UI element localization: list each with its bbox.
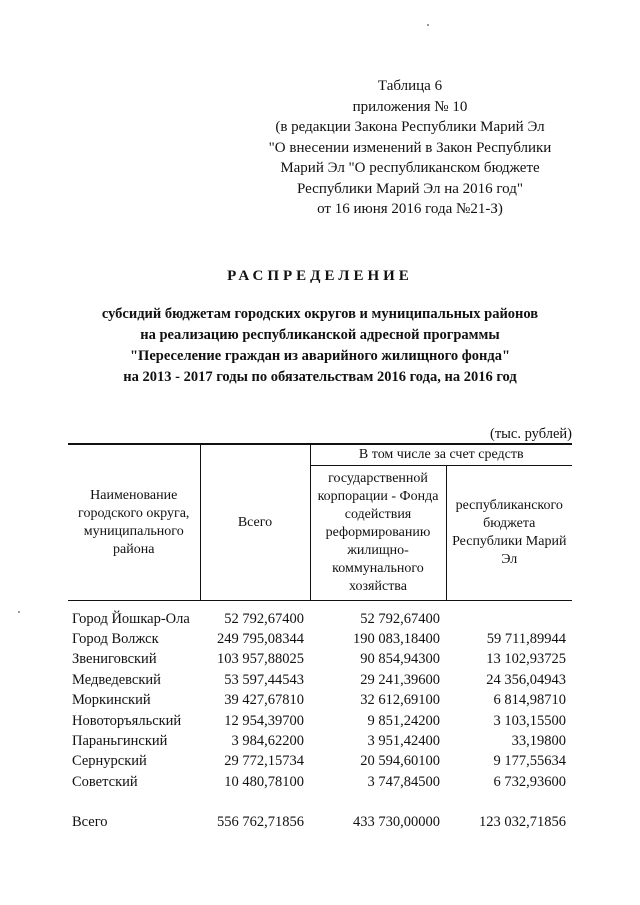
row-total: 39 427,67810 <box>224 692 304 709</box>
district-name: Город Йошкар-Ола <box>72 610 190 627</box>
column-header-republic: республиканского бюджета Республики Марий Эл <box>446 466 572 601</box>
row-republic: 3 103,15500 <box>493 712 566 729</box>
row-total: 103 957,88025 <box>217 651 304 668</box>
units-label: (тыс. рублей) <box>490 426 572 442</box>
total-row-table <box>68 812 572 832</box>
row-fund: 29 241,39600 <box>360 671 440 688</box>
row-fund: 90 854,94300 <box>360 651 440 668</box>
row-fund: 3 747,84500 <box>367 773 440 790</box>
table-header <box>68 443 572 601</box>
district-name: Новоторъяльский <box>72 712 182 729</box>
row-fund: 3 951,42400 <box>367 733 440 750</box>
column-header-group: В том числе за счет средств <box>310 444 572 466</box>
header-line: Марий Эл "О республиканском бюджете <box>280 160 540 176</box>
row-total: 10 480,78100 <box>224 773 304 790</box>
district-name: Сернурский <box>72 753 147 770</box>
subtitle-line: субсидий бюджетам городских округов и муниципальных районов <box>101 306 539 322</box>
row-total: 249 795,08344 <box>217 631 304 648</box>
document-subtitle <box>0 304 640 388</box>
district-name: Город Волжск <box>72 631 159 648</box>
table-row <box>68 752 572 772</box>
row-republic: 33,19800 <box>511 733 566 750</box>
header-line: (в редакции Закона Республики Марий Эл <box>275 119 545 135</box>
row-fund: 32 612,69100 <box>360 692 440 709</box>
scan-speck <box>18 611 20 613</box>
document-title: РАСПРЕДЕЛЕНИЕ <box>227 268 413 284</box>
row-total: 12 954,39700 <box>224 712 304 729</box>
table-row <box>68 711 572 731</box>
table-row <box>68 772 572 792</box>
row-republic: 13 102,93725 <box>486 651 566 668</box>
table-row <box>68 731 572 751</box>
column-header-fund: государственной корпорации - Фонда содействия реформированию жилищно-коммунального хозяйства <box>310 466 446 601</box>
data-table <box>68 609 572 793</box>
table-row <box>68 670 572 690</box>
row-total: 52 792,67400 <box>224 610 304 627</box>
header-line: Таблица 6 <box>377 78 443 94</box>
header-line: от 16 июня 2016 года №21-З) <box>317 201 503 217</box>
scan-speck <box>427 24 429 26</box>
row-republic: 59 711,89944 <box>486 631 566 648</box>
row-fund: 9 851,24200 <box>367 712 440 729</box>
table-row <box>68 629 572 649</box>
row-fund: 52 792,67400 <box>360 610 440 627</box>
row-fund: 20 594,60100 <box>360 753 440 770</box>
total-fund: 433 730,00000 <box>353 813 440 830</box>
row-republic: 9 177,55634 <box>493 753 566 770</box>
table-row <box>68 650 572 670</box>
district-name: Параньгинский <box>72 733 168 750</box>
row-republic: 24 356,04943 <box>486 671 566 688</box>
row-republic: 6 732,93600 <box>493 773 566 790</box>
district-name: Медведевский <box>72 671 161 688</box>
subtitle-line: на реализацию республиканской адресной программы <box>140 327 500 343</box>
district-name: Звениговский <box>72 651 157 668</box>
table-row <box>68 691 572 711</box>
total-label: Всего <box>72 813 108 830</box>
district-name: Советский <box>72 773 138 790</box>
row-republic <box>446 609 572 629</box>
header-line: приложения № 10 <box>352 98 468 115</box>
total-republic: 123 032,71856 <box>479 813 566 830</box>
header-line: "О внесении изменений в Закон Республики <box>268 139 552 156</box>
subtitle-line: "Переселение граждан из аварийного жилищного фонда" <box>130 348 510 364</box>
total-sum: 556 762,71856 <box>217 813 304 830</box>
subtitle-line: на 2013 - 2017 годы по обязательствам 2016 года, на 2016 год <box>123 369 517 385</box>
appendix-header <box>240 76 580 220</box>
total-row <box>68 812 572 832</box>
column-header-total: Всего <box>200 444 310 601</box>
row-total: 3 984,62200 <box>231 733 304 750</box>
row-fund: 190 083,18400 <box>353 631 440 648</box>
district-name: Моркинский <box>72 692 151 709</box>
table-row <box>68 609 572 629</box>
header-line: Республики Марий Эл на 2016 год" <box>296 180 524 197</box>
column-header-name: Наименование городского округа, муниципального района <box>68 444 200 601</box>
row-total: 53 597,44543 <box>224 671 304 688</box>
row-republic: 6 814,98710 <box>493 692 566 709</box>
row-total: 29 772,15734 <box>224 753 304 770</box>
